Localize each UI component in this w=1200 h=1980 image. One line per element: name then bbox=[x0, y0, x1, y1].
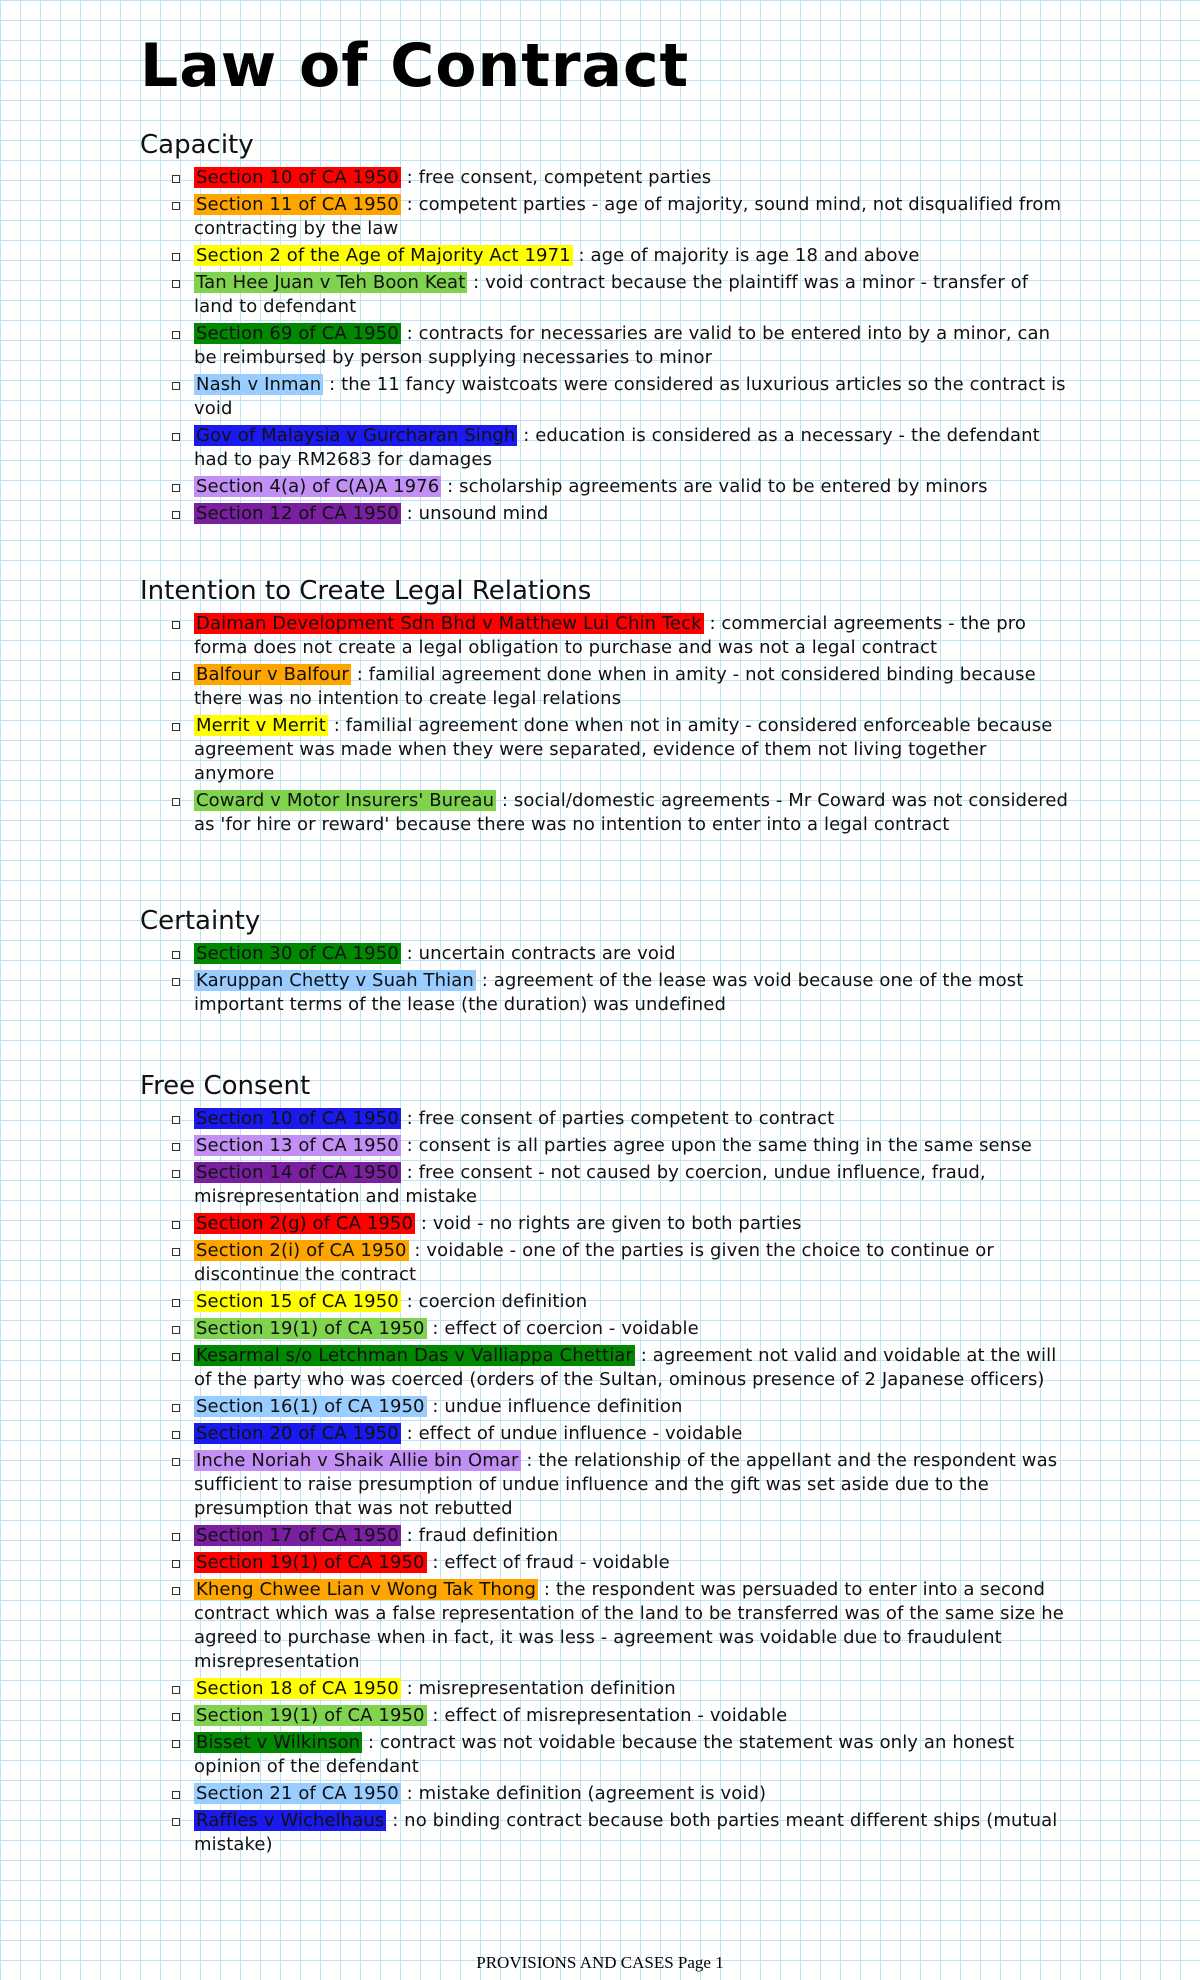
square-bullet-icon bbox=[172, 1431, 180, 1439]
list-item bbox=[140, 502, 1070, 526]
item-description: : education is considered as a necessary - the defendant had to pay RM2683 for damages bbox=[194, 425, 1040, 470]
item-description: : free consent of parties competent to contract bbox=[400, 1108, 835, 1129]
item-description: : no binding contract because both parties meant different ships (mutual mistake) bbox=[194, 1810, 1058, 1855]
highlighted-reference: Inche Noriah v Shaik Allie bin Omar bbox=[196, 1450, 519, 1471]
item-description: : consent is all parties agree upon the same thing in the same sense bbox=[400, 1135, 1032, 1156]
highlighted-reference: Section 19(1) of CA 1950 bbox=[196, 1705, 425, 1726]
highlighted-reference: Section 15 of CA 1950 bbox=[196, 1291, 399, 1312]
highlighted-reference: Section 14 of CA 1950 bbox=[196, 1162, 399, 1183]
highlighted-reference: Section 30 of CA 1950 bbox=[196, 943, 399, 964]
highlighted-reference: Kesarmal s/o Letchman Das v Valliappa Chettiar bbox=[196, 1345, 633, 1366]
square-bullet-icon bbox=[172, 1299, 180, 1307]
item-description: : agreement not valid and voidable at the will of the party who was coerced (orders of the Sultan, ominous presence of 2 Japanese officers) bbox=[194, 1345, 1057, 1390]
highlighted-reference: Section 69 of CA 1950 bbox=[196, 323, 399, 344]
item-description: : age of majority is age 18 and above bbox=[572, 245, 920, 266]
highlighted-reference: Section 2(i) of CA 1950 bbox=[196, 1240, 407, 1261]
highlighted-reference: Section 10 of CA 1950 bbox=[196, 1108, 399, 1129]
square-bullet-icon bbox=[172, 1143, 180, 1151]
highlighted-reference: Section 19(1) of CA 1950 bbox=[196, 1318, 425, 1339]
highlighted-reference: Karuppan Chetty v Suah Thian bbox=[196, 970, 474, 991]
square-bullet-icon bbox=[172, 1353, 180, 1361]
item-description: : competent parties - age of majority, sound mind, not disqualified from contracting by the law bbox=[194, 194, 1062, 239]
list-item bbox=[140, 1809, 1070, 1857]
list-item bbox=[140, 1107, 1070, 1131]
list-item bbox=[140, 1344, 1070, 1392]
list-item bbox=[140, 322, 1070, 370]
highlighted-reference: Tan Hee Juan v Teh Boon Keat bbox=[196, 272, 466, 293]
square-bullet-icon bbox=[172, 202, 180, 210]
square-bullet-icon bbox=[172, 1170, 180, 1178]
item-description: : free consent - not caused by coercion, undue influence, fraud, misrepresentation and mistake bbox=[194, 1162, 986, 1207]
square-bullet-icon bbox=[172, 1587, 180, 1595]
item-description: : contracts for necessaries are valid to be entered into by a minor, can be reimbursed by person supplying necessaries to minor bbox=[194, 323, 1051, 368]
highlighted-reference: Bisset v Wilkinson bbox=[196, 1732, 361, 1753]
highlighted-reference: Section 12 of CA 1950 bbox=[196, 503, 399, 524]
section-heading: Capacity bbox=[140, 130, 254, 160]
section-intention bbox=[140, 574, 1070, 840]
highlighted-reference: Section 2(g) of CA 1950 bbox=[196, 1213, 414, 1234]
square-bullet-icon bbox=[172, 1560, 180, 1568]
highlighted-reference: Raffles v Wichelhaus bbox=[196, 1810, 385, 1831]
square-bullet-icon bbox=[172, 1533, 180, 1541]
list-item bbox=[140, 1422, 1070, 1446]
item-description: : undue influence definition bbox=[426, 1396, 683, 1417]
section-free-consent bbox=[140, 1069, 1070, 1860]
list-item bbox=[140, 475, 1070, 499]
section-heading: Free Consent bbox=[140, 1071, 311, 1101]
item-description: : fraud definition bbox=[400, 1525, 559, 1546]
square-bullet-icon bbox=[172, 331, 180, 339]
list-item bbox=[140, 1212, 1070, 1236]
square-bullet-icon bbox=[172, 1404, 180, 1412]
item-description: : familial agreement done when not in amity - considered enforceable because agreement was made when they were separated, evidence of them not living together anymore bbox=[194, 715, 1053, 784]
list-item bbox=[140, 193, 1070, 241]
list-item bbox=[140, 1317, 1070, 1341]
item-description: : the respondent was persuaded to enter into a second contract which was a false representation of the land to be transferred was of the same size he agreed to purchase when in fact, it was less - agreement was voidable due to fraudulent misrepresentation bbox=[194, 1579, 1064, 1672]
square-bullet-icon bbox=[172, 433, 180, 441]
list-item bbox=[140, 1395, 1070, 1419]
item-list bbox=[140, 612, 1070, 837]
section-certainty bbox=[140, 904, 1070, 1020]
item-description: : void contract because the plaintiff was a minor - transfer of land to defendant bbox=[194, 272, 1029, 317]
list-item bbox=[140, 663, 1070, 711]
page-footer: PROVISIONS AND CASES Page 1 bbox=[476, 1953, 724, 1972]
square-bullet-icon bbox=[172, 723, 180, 731]
square-bullet-icon bbox=[172, 1740, 180, 1748]
item-description: : effect of misrepresentation - voidable bbox=[426, 1705, 788, 1726]
square-bullet-icon bbox=[172, 253, 180, 261]
item-description: : scholarship agreements are valid to be entered by minors bbox=[441, 476, 988, 497]
item-description: : agreement of the lease was void because one of the most important terms of the lease (the duration) was undefined bbox=[194, 970, 1024, 1015]
square-bullet-icon bbox=[172, 1686, 180, 1694]
item-description: : misrepresentation definition bbox=[400, 1678, 676, 1699]
highlighted-reference: Section 2 of the Age of Majority Act 1971 bbox=[196, 245, 571, 266]
list-item bbox=[140, 1239, 1070, 1287]
square-bullet-icon bbox=[172, 175, 180, 183]
list-item bbox=[140, 1134, 1070, 1158]
list-item bbox=[140, 612, 1070, 660]
item-list bbox=[140, 942, 1070, 1017]
list-item bbox=[140, 942, 1070, 966]
item-description: : effect of undue influence - voidable bbox=[400, 1423, 743, 1444]
list-item bbox=[140, 1677, 1070, 1701]
square-bullet-icon bbox=[172, 1458, 180, 1466]
item-list bbox=[140, 1107, 1070, 1857]
square-bullet-icon bbox=[172, 798, 180, 806]
highlighted-reference: Gov of Malaysia v Gurcharan Singh bbox=[196, 425, 516, 446]
square-bullet-icon bbox=[172, 1221, 180, 1229]
list-item bbox=[140, 1551, 1070, 1575]
list-item bbox=[140, 1704, 1070, 1728]
highlighted-reference: Section 20 of CA 1950 bbox=[196, 1423, 399, 1444]
square-bullet-icon bbox=[172, 1713, 180, 1721]
highlighted-reference: Section 16(1) of CA 1950 bbox=[196, 1396, 425, 1417]
item-description: : coercion definition bbox=[400, 1291, 588, 1312]
square-bullet-icon bbox=[172, 672, 180, 680]
highlighted-reference: Nash v Inman bbox=[196, 374, 322, 395]
list-item bbox=[140, 969, 1070, 1017]
list-item bbox=[140, 1290, 1070, 1314]
square-bullet-icon bbox=[172, 1116, 180, 1124]
highlighted-reference: Daiman Development Sdn Bhd v Matthew Lui Chin Teck bbox=[196, 613, 702, 634]
square-bullet-icon bbox=[172, 382, 180, 390]
list-item bbox=[140, 1731, 1070, 1779]
item-description: : uncertain contracts are void bbox=[400, 943, 676, 964]
list-item bbox=[140, 166, 1070, 190]
square-bullet-icon bbox=[172, 280, 180, 288]
highlighted-reference: Section 11 of CA 1950 bbox=[196, 194, 399, 215]
highlighted-reference: Section 4(a) of C(A)A 1976 bbox=[196, 476, 440, 497]
page-title: Law of Contract bbox=[140, 31, 690, 101]
list-item bbox=[140, 1578, 1070, 1674]
item-description: : voidable - one of the parties is given the choice to continue or discontinue the contract bbox=[194, 1240, 994, 1285]
square-bullet-icon bbox=[172, 484, 180, 492]
item-list bbox=[140, 166, 1070, 526]
list-item bbox=[140, 1161, 1070, 1209]
square-bullet-icon bbox=[172, 1248, 180, 1256]
square-bullet-icon bbox=[172, 511, 180, 519]
item-description: : mistake definition (agreement is void) bbox=[400, 1783, 767, 1804]
item-description: : familial agreement done when in amity - not considered binding because there was no intention to create legal relations bbox=[194, 664, 1036, 709]
square-bullet-icon bbox=[172, 978, 180, 986]
highlighted-reference: Section 10 of CA 1950 bbox=[196, 167, 399, 188]
highlighted-reference: Merrit v Merrit bbox=[196, 715, 326, 736]
list-item bbox=[140, 714, 1070, 786]
list-item bbox=[140, 373, 1070, 421]
square-bullet-icon bbox=[172, 1326, 180, 1334]
square-bullet-icon bbox=[172, 1818, 180, 1826]
highlighted-reference: Section 18 of CA 1950 bbox=[196, 1678, 399, 1699]
highlighted-reference: Section 21 of CA 1950 bbox=[196, 1783, 399, 1804]
highlighted-reference: Balfour v Balfour bbox=[196, 664, 349, 685]
list-item bbox=[140, 789, 1070, 837]
list-item bbox=[140, 1782, 1070, 1806]
highlighted-reference: Kheng Chwee Lian v Wong Tak Thong bbox=[196, 1579, 537, 1600]
list-item bbox=[140, 424, 1070, 472]
highlighted-reference: Coward v Motor Insurers' Bureau bbox=[196, 790, 495, 811]
highlighted-reference: Section 19(1) of CA 1950 bbox=[196, 1552, 425, 1573]
highlighted-reference: Section 17 of CA 1950 bbox=[196, 1525, 399, 1546]
list-item bbox=[140, 244, 1070, 268]
list-item bbox=[140, 271, 1070, 319]
list-item bbox=[140, 1449, 1070, 1521]
item-description: : effect of fraud - voidable bbox=[426, 1552, 670, 1573]
square-bullet-icon bbox=[172, 951, 180, 959]
item-description: : the 11 fancy waistcoats were considered as luxurious articles so the contract is void bbox=[194, 374, 1066, 419]
item-description: : void - no rights are given to both parties bbox=[415, 1213, 802, 1234]
section-heading: Certainty bbox=[140, 906, 261, 936]
item-description: : the relationship of the appellant and the respondent was sufficient to raise presumption of undue influence and the gift was set aside due to the presumption that was not rebutted bbox=[194, 1450, 1058, 1519]
square-bullet-icon bbox=[172, 1791, 180, 1799]
item-description: : contract was not voidable because the statement was only an honest opinion of the defendant bbox=[194, 1732, 1015, 1777]
square-bullet-icon bbox=[172, 621, 180, 629]
item-description: : free consent, competent parties bbox=[400, 167, 712, 188]
section-capacity bbox=[140, 128, 1070, 529]
item-description: : effect of coercion - voidable bbox=[426, 1318, 699, 1339]
item-description: : unsound mind bbox=[400, 503, 549, 524]
item-description: : social/domestic agreements - Mr Coward was not considered as 'for hire or reward' because there was no intention to enter into a legal contract bbox=[194, 790, 1069, 835]
list-item bbox=[140, 1524, 1070, 1548]
highlighted-reference: Section 13 of CA 1950 bbox=[196, 1135, 399, 1156]
section-heading: Intention to Create Legal Relations bbox=[140, 576, 592, 606]
item-description: : commercial agreements - the pro forma does not create a legal obligation to purchase and was not a legal contract bbox=[194, 613, 1026, 658]
